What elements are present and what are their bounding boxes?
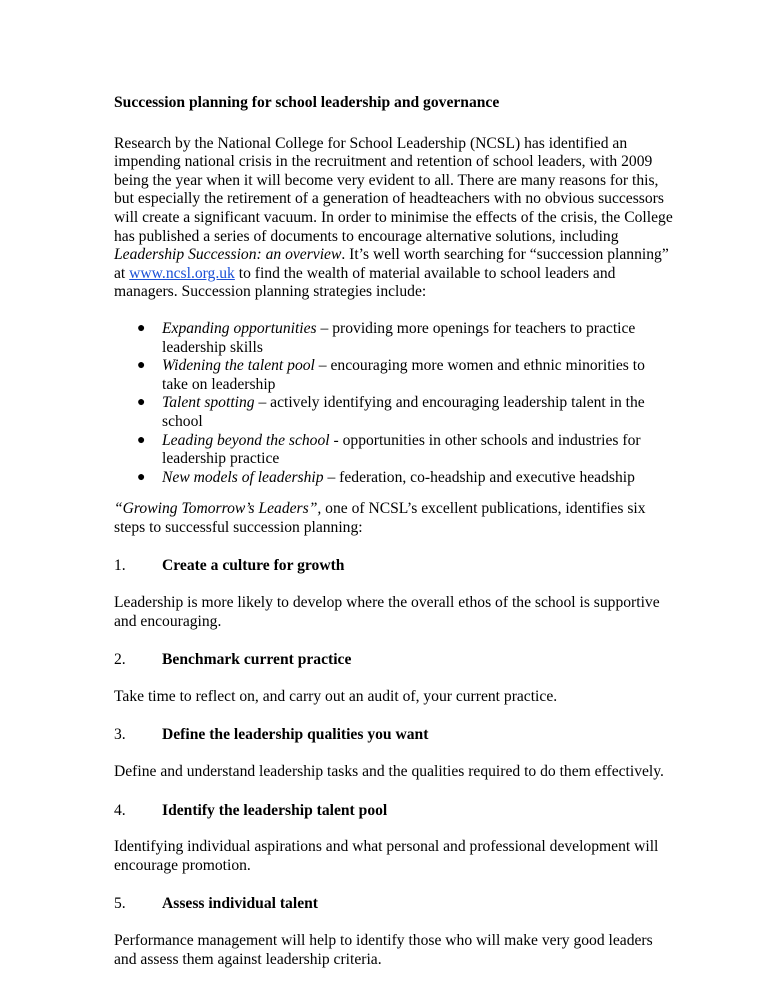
- step-title: Create a culture for growth: [162, 557, 345, 575]
- strategy-term: Leading beyond the school: [162, 431, 330, 449]
- step-1: [114, 557, 674, 631]
- ncsl-website-link[interactable]: www.ncsl.org.uk: [129, 264, 235, 282]
- intro-paragraph: [114, 135, 674, 302]
- step-number: 1.: [114, 557, 126, 575]
- bullet-icon: ●: [137, 358, 146, 374]
- list-item: [114, 432, 674, 469]
- step-number: 3.: [114, 726, 126, 744]
- intro-text-1: Research by the National College for School Leadership (NCSL) has identified an impending national crisis in the recruitment and retention of school leaders, with 2009 being the year when it will become very evident to all. There are many reasons for this, but especially the retirement of a generation of headteachers with no obvious successors will create a significant vacuum. In order to minimise the effects of the crisis, the College has published a series of documents to encourage alternative solutions, including: [114, 134, 673, 245]
- list-item: [114, 394, 674, 431]
- step-heading: [114, 651, 674, 670]
- step-number: 5.: [114, 895, 126, 913]
- step-heading: [114, 557, 674, 576]
- step-heading: [114, 726, 674, 745]
- step-number: 4.: [114, 801, 126, 819]
- strategy-text: – encouraging more women and ethnic minorities to take on leadership: [162, 357, 645, 393]
- strategy-term: Talent spotting: [162, 394, 255, 412]
- step-body: Performance management will help to identify those who will make very good leaders and assess them against leadership criteria.: [114, 932, 653, 968]
- step-5: [114, 895, 674, 969]
- step-heading: [114, 802, 674, 821]
- step-title: Define the leadership qualities you want: [162, 726, 429, 744]
- strategy-text: – providing more openings for teachers to practice leadership skills: [162, 319, 636, 356]
- intro-document-title: Leadership Succession: an overview: [114, 246, 342, 264]
- step-body: Identifying individual aspirations and what personal and professional development will encourage promotion.: [114, 838, 659, 874]
- list-item: [114, 469, 674, 488]
- step-title: Identify the leadership talent pool: [162, 801, 388, 819]
- step-number: 2.: [114, 651, 126, 669]
- intro-text-2: . It’s well worth searching for “succession planning” at: [114, 246, 669, 282]
- step-title: Benchmark current practice: [162, 651, 352, 669]
- step-3: [114, 726, 674, 781]
- bullet-icon: ●: [137, 320, 146, 336]
- step-body: Leadership is more likely to develop where the overall ethos of the school is supportive and encouraging.: [114, 594, 660, 630]
- strategy-text: – federation, co-headship and executive headship: [323, 468, 635, 486]
- strategies-list: [114, 320, 674, 487]
- step-body: Take time to reflect on, and carry out an audit of, your current practice.: [114, 687, 558, 705]
- list-item: [114, 357, 674, 394]
- publication-title: “Growing Tomorrow’s Leaders”,: [114, 500, 322, 518]
- bullet-icon: ●: [137, 432, 146, 448]
- bullet-icon: ●: [137, 395, 146, 411]
- strategy-text: – actively identifying and encouraging leadership talent in the school: [162, 394, 645, 430]
- closing-paragraph: [114, 500, 674, 537]
- strategy-term: Widening the talent pool: [162, 357, 315, 375]
- step-2: [114, 651, 674, 706]
- step-body: Define and understand leadership tasks and the qualities required to do them effectively.: [114, 763, 664, 781]
- strategy-term: New models of leadership: [162, 468, 324, 486]
- document-page: [114, 80, 674, 969]
- strategy-text: - opportunities in other schools and industries for leadership practice: [162, 431, 641, 468]
- closing-text: one of NCSL’s excellent publications, identifies six steps to successful succession planning:: [114, 500, 646, 536]
- strategy-term: Expanding opportunities: [162, 319, 317, 337]
- document-title: Succession planning for school leadership and governance: [114, 94, 500, 111]
- list-item: [114, 320, 674, 357]
- step-title: Assess individual talent: [162, 895, 318, 913]
- step-4: [114, 802, 674, 876]
- intro-text-3: to find the wealth of material available to school leaders and managers. Succession planning strategies include:: [114, 264, 616, 301]
- bullet-icon: ●: [137, 469, 146, 485]
- step-heading: [114, 895, 674, 914]
